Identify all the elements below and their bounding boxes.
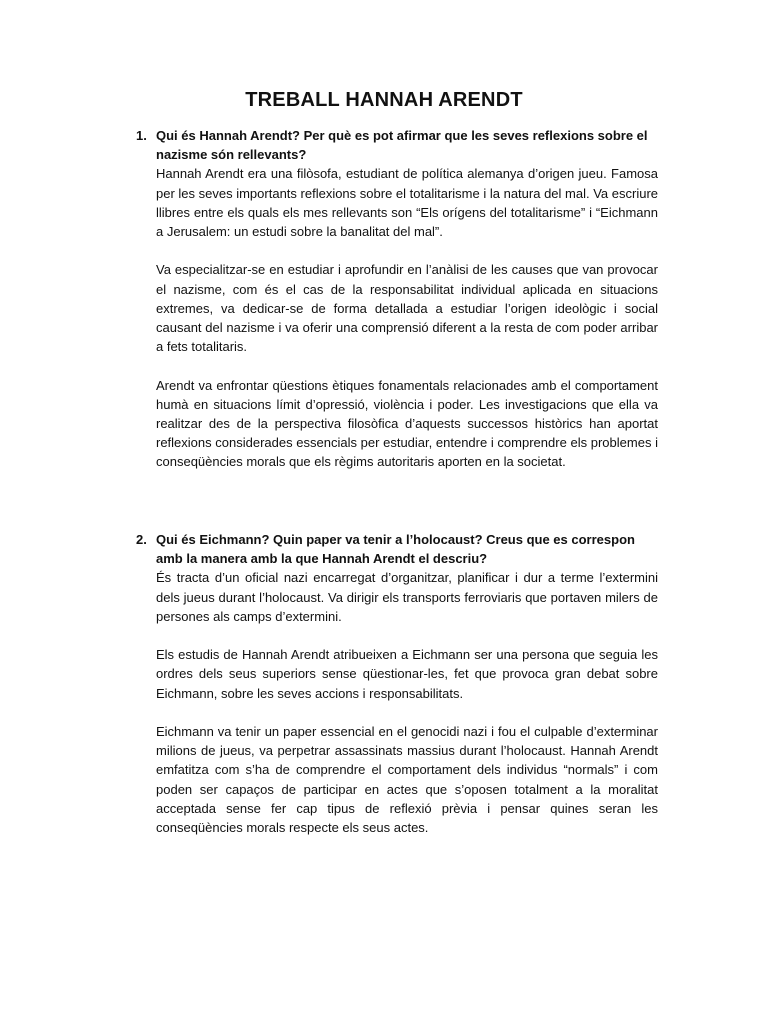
question-text: Qui és Eichmann? Quin paper va tenir a l’holocaust? Creus que es correspon amb la manera amb la que Hannah Arendt el descriu? (156, 532, 635, 567)
question-item-2 (136, 530, 658, 837)
answer (156, 164, 658, 471)
answer-paragraph: Hannah Arendt era una filòsofa, estudiant de política alemanya d’origen jueu. Famosa per les seves importants reflexions sobre el totalitarisme i la natura del mal. Va escriure llibres entre els quals els mes rellevants son “Els orígens del totalitarisme” i “Eichmann a Jerusalem: un estudi sobre la banalitat del mal”. (156, 166, 658, 240)
question-item-1 (136, 126, 658, 472)
question-number: 1. (136, 128, 147, 143)
question-body (156, 126, 658, 472)
question-body (156, 530, 658, 837)
answer-paragraph: Arendt va enfrontar qüestions ètiques fonamentals relacionades amb el comportament humà en situacions límit d’opressió, violència i poder. Les investigacions que ella va realitzar des de la perspectiva filosòfica d’aquests successos històrics han aportat reflexions considerades essencials per estudiar, entendre i comprendre els problemes i conseqüències morals que els règims autoritaris aporten en la societat. (156, 377, 658, 470)
answer-paragraph: Eichmann va tenir un paper essencial en el genocidi nazi i fou el culpable d’exterminar milions de jueus, va perpetrar assassinats massius durant l’holocaust. Hannah Arendt emfatitza com s’ha de comprendre el comportament dels individus “normals” i com poden ser capaços de participar en actes que s’oposen totalment a la moralitat acceptada sense fer cap tipus de reflexió prèvia i pensar quines seran les conseqüències morals respecte els seus actes. (156, 724, 658, 836)
answer-paragraph: Va especialitzar-se en estudiar i aprofundir en l’anàlisi de les causes que van provocar el nazisme, com és el cas de la responsabilitat individual aplicada en situacions extremes, va dedicar-se de forma detallada a estudiar l’origen ideològic i social causant del nazisme i va oferir una comprensió diferent a la resta de com poder arribar a fets totalitaris. (156, 262, 658, 355)
question-text: Qui és Hannah Arendt? Per què es pot afirmar que les seves reflexions sobre el nazisme són rellevants? (156, 128, 648, 163)
document-title: TREBALL HANNAH ARENDT (245, 89, 523, 111)
question-number: 2. (136, 532, 147, 547)
answer (156, 568, 658, 837)
answer-paragraph: És tracta d’un oficial nazi encarregat d’organitzar, planificar i dur a terme l’extermini dels jueus durant l’holocaust. Va dirigir els transports ferroviaris que portaven milers de persones als camps d’extermini. (156, 570, 658, 624)
answer-paragraph: Els estudis de Hannah Arendt atribueixen a Eichmann ser una persona que seguia les ordres dels seus superiors sense qüestionar-les, fet que provoca gran debat sobre Eichmann, sobre les seves accions i responsabilitats. (156, 647, 658, 701)
